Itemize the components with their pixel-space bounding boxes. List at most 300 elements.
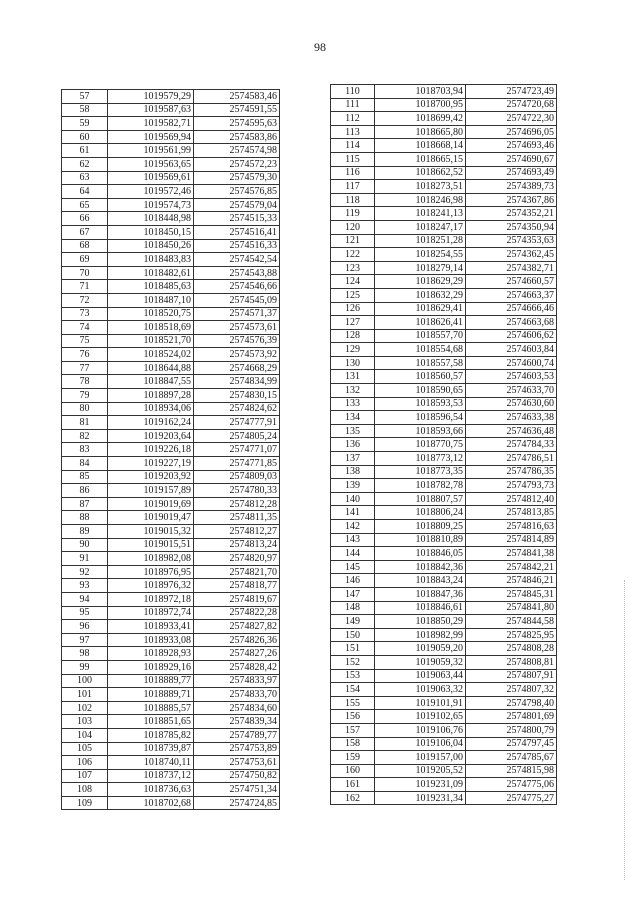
table-row [62, 144, 280, 158]
x-coordinate-cell: 1018934,06 [108, 402, 194, 416]
x-coordinate-cell: 1018976,95 [108, 565, 194, 579]
x-coordinate-cell: 1019101,91 [375, 696, 466, 710]
point-number-cell: 139 [331, 479, 375, 493]
table-row [62, 457, 280, 471]
x-coordinate-cell: 1018668,14 [375, 139, 466, 153]
x-coordinate-cell: 1018554,68 [375, 343, 466, 357]
x-coordinate-cell: 1018254,55 [375, 248, 466, 262]
point-number-cell: 119 [331, 207, 375, 221]
point-number-cell: 58 [62, 103, 108, 117]
table-row [331, 384, 557, 398]
table-row [331, 669, 557, 683]
table-row [331, 424, 557, 438]
table-row [331, 248, 557, 262]
x-coordinate-cell: 1018807,57 [375, 492, 466, 506]
table-row [62, 375, 280, 389]
point-number-cell: 105 [62, 742, 108, 756]
x-coordinate-cell: 1019106,04 [375, 737, 466, 751]
point-number-cell: 141 [331, 506, 375, 520]
y-coordinate-cell: 2574814,89 [466, 533, 557, 547]
y-coordinate-cell: 2574576,85 [194, 185, 280, 199]
table-row [331, 723, 557, 737]
point-number-cell: 59 [62, 117, 108, 131]
table-row [62, 674, 280, 688]
y-coordinate-cell: 2574828,42 [194, 660, 280, 674]
point-number-cell: 146 [331, 574, 375, 588]
x-coordinate-cell: 1018846,05 [375, 547, 466, 561]
y-coordinate-cell: 2574515,33 [194, 212, 280, 226]
table-row [331, 628, 557, 642]
x-coordinate-cell: 1019569,61 [108, 171, 194, 185]
table-row [331, 683, 557, 697]
x-coordinate-cell: 1018809,25 [375, 520, 466, 534]
table-row [331, 587, 557, 601]
point-number-cell: 82 [62, 429, 108, 443]
table-row [62, 728, 280, 742]
y-coordinate-cell: 2574663,37 [466, 288, 557, 302]
x-coordinate-cell: 1018933,41 [108, 620, 194, 634]
y-coordinate-cell: 2574753,89 [194, 742, 280, 756]
y-coordinate-cell: 2574846,21 [466, 574, 557, 588]
point-number-cell: 64 [62, 185, 108, 199]
point-number-cell: 153 [331, 669, 375, 683]
x-coordinate-cell: 1019205,52 [375, 764, 466, 778]
x-coordinate-cell: 1018448,98 [108, 212, 194, 226]
table-row [62, 647, 280, 661]
table-row [62, 633, 280, 647]
point-number-cell: 158 [331, 737, 375, 751]
point-number-cell: 126 [331, 302, 375, 316]
point-number-cell: 134 [331, 411, 375, 425]
x-coordinate-cell: 1018273,51 [375, 180, 466, 194]
table-row [331, 696, 557, 710]
y-coordinate-cell: 2574389,73 [466, 180, 557, 194]
x-coordinate-cell: 1018847,55 [108, 375, 194, 389]
table-row [331, 791, 557, 805]
point-number-cell: 115 [331, 152, 375, 166]
point-number-cell: 145 [331, 560, 375, 574]
table-row [62, 715, 280, 729]
y-coordinate-cell: 2574825,95 [466, 628, 557, 642]
x-coordinate-cell: 1018737,12 [108, 769, 194, 783]
y-coordinate-cell: 2574668,29 [194, 361, 280, 375]
point-number-cell: 86 [62, 484, 108, 498]
table-row [331, 166, 557, 180]
point-number-cell: 110 [331, 85, 375, 99]
table-row [331, 85, 557, 99]
x-coordinate-cell: 1018982,99 [375, 628, 466, 642]
table-row [62, 239, 280, 253]
table-row [62, 334, 280, 348]
point-number-cell: 101 [62, 688, 108, 702]
table-row [331, 220, 557, 234]
table-row [331, 520, 557, 534]
y-coordinate-cell: 2574805,24 [194, 429, 280, 443]
point-number-cell: 157 [331, 723, 375, 737]
y-coordinate-cell: 2574777,91 [194, 416, 280, 430]
y-coordinate-cell: 2574775,27 [466, 791, 557, 805]
y-coordinate-cell: 2574789,77 [194, 728, 280, 742]
x-coordinate-cell: 1019019,47 [108, 511, 194, 525]
table-row [331, 343, 557, 357]
table-row [331, 710, 557, 724]
point-number-cell: 62 [62, 157, 108, 171]
y-coordinate-cell: 2574633,70 [466, 384, 557, 398]
y-coordinate-cell: 2574826,36 [194, 633, 280, 647]
y-coordinate-cell: 2574808,81 [466, 655, 557, 669]
y-coordinate-cell: 2574723,49 [466, 85, 557, 99]
point-number-cell: 149 [331, 615, 375, 629]
x-coordinate-cell: 1018662,52 [375, 166, 466, 180]
y-coordinate-cell: 2574367,86 [466, 193, 557, 207]
y-coordinate-cell: 2574546,66 [194, 280, 280, 294]
y-coordinate-cell: 2574516,41 [194, 225, 280, 239]
point-number-cell: 114 [331, 139, 375, 153]
table-row [62, 688, 280, 702]
y-coordinate-cell: 2574630,60 [466, 397, 557, 411]
point-number-cell: 68 [62, 239, 108, 253]
x-coordinate-cell: 1019582,71 [108, 117, 194, 131]
table-row [331, 411, 557, 425]
point-number-cell: 71 [62, 280, 108, 294]
table-row [331, 288, 557, 302]
table-row [331, 601, 557, 615]
x-coordinate-cell: 1018251,28 [375, 234, 466, 248]
y-coordinate-cell: 2574603,53 [466, 370, 557, 384]
y-coordinate-cell: 2574833,70 [194, 688, 280, 702]
y-coordinate-cell: 2574666,46 [466, 302, 557, 316]
table-row [62, 756, 280, 770]
table-row [62, 212, 280, 226]
y-coordinate-cell: 2574600,74 [466, 356, 557, 370]
point-number-cell: 123 [331, 261, 375, 275]
point-number-cell: 98 [62, 647, 108, 661]
point-number-cell: 85 [62, 470, 108, 484]
x-coordinate-cell: 1019063,32 [375, 683, 466, 697]
x-coordinate-cell: 1018850,29 [375, 615, 466, 629]
point-number-cell: 107 [62, 769, 108, 783]
y-coordinate-cell: 2574574,98 [194, 144, 280, 158]
y-coordinate-cell: 2574633,38 [466, 411, 557, 425]
point-number-cell: 102 [62, 701, 108, 715]
x-coordinate-cell: 1018629,29 [375, 275, 466, 289]
coordinates-table-left [61, 89, 280, 810]
point-number-cell: 118 [331, 193, 375, 207]
table-row [331, 547, 557, 561]
x-coordinate-cell: 1018739,87 [108, 742, 194, 756]
point-number-cell: 156 [331, 710, 375, 724]
table-row [331, 370, 557, 384]
table-row [62, 389, 280, 403]
table-row [62, 497, 280, 511]
y-coordinate-cell: 2574771,07 [194, 443, 280, 457]
page-number: 98 [314, 40, 326, 54]
table-row [331, 560, 557, 574]
y-coordinate-cell: 2574844,58 [466, 615, 557, 629]
x-coordinate-cell: 1018483,83 [108, 253, 194, 267]
y-coordinate-cell: 2574516,33 [194, 239, 280, 253]
y-coordinate-cell: 2574818,77 [194, 579, 280, 593]
y-coordinate-cell: 2574362,45 [466, 248, 557, 262]
y-coordinate-cell: 2574785,67 [466, 751, 557, 765]
x-coordinate-cell: 1018889,71 [108, 688, 194, 702]
table-row [331, 615, 557, 629]
y-coordinate-cell: 2574353,63 [466, 234, 557, 248]
table-row [62, 742, 280, 756]
y-coordinate-cell: 2574751,34 [194, 783, 280, 797]
table-row [62, 103, 280, 117]
point-number-cell: 109 [62, 796, 108, 810]
y-coordinate-cell: 2574808,28 [466, 642, 557, 656]
x-coordinate-cell: 1018933,08 [108, 633, 194, 647]
point-number-cell: 80 [62, 402, 108, 416]
x-coordinate-cell: 1018524,02 [108, 348, 194, 362]
x-coordinate-cell: 1018842,36 [375, 560, 466, 574]
y-coordinate-cell: 2574845,31 [466, 587, 557, 601]
table-row [331, 465, 557, 479]
y-coordinate-cell: 2574841,80 [466, 601, 557, 615]
x-coordinate-cell: 1019102,65 [375, 710, 466, 724]
point-number-cell: 60 [62, 130, 108, 144]
y-coordinate-cell: 2574591,55 [194, 103, 280, 117]
table-row [331, 261, 557, 275]
point-number-cell: 96 [62, 620, 108, 634]
table-row [62, 321, 280, 335]
point-number-cell: 69 [62, 253, 108, 267]
table-row [62, 90, 280, 104]
y-coordinate-cell: 2574753,61 [194, 756, 280, 770]
table-row [62, 796, 280, 810]
table-row [331, 329, 557, 343]
point-number-cell: 155 [331, 696, 375, 710]
point-number-cell: 61 [62, 144, 108, 158]
y-coordinate-cell: 2574830,15 [194, 389, 280, 403]
x-coordinate-cell: 1019572,46 [108, 185, 194, 199]
x-coordinate-cell: 1019231,09 [375, 778, 466, 792]
y-coordinate-cell: 2574595,63 [194, 117, 280, 131]
y-coordinate-cell: 2574583,86 [194, 130, 280, 144]
x-coordinate-cell: 1018520,75 [108, 307, 194, 321]
x-coordinate-cell: 1018982,08 [108, 552, 194, 566]
x-coordinate-cell: 1018810,89 [375, 533, 466, 547]
x-coordinate-cell: 1019579,29 [108, 90, 194, 104]
table-row [331, 98, 557, 112]
y-coordinate-cell: 2574572,23 [194, 157, 280, 171]
table-row [62, 293, 280, 307]
table-row [62, 416, 280, 430]
table-row [62, 538, 280, 552]
x-coordinate-cell: 1019227,19 [108, 457, 194, 471]
point-number-cell: 125 [331, 288, 375, 302]
table-row [62, 620, 280, 634]
point-number-cell: 66 [62, 212, 108, 226]
y-coordinate-cell: 2574636,48 [466, 424, 557, 438]
table-row [62, 470, 280, 484]
x-coordinate-cell: 1018740,11 [108, 756, 194, 770]
x-coordinate-cell: 1019157,89 [108, 484, 194, 498]
y-coordinate-cell: 2574576,39 [194, 334, 280, 348]
table-row [62, 701, 280, 715]
point-number-cell: 100 [62, 674, 108, 688]
y-coordinate-cell: 2574573,92 [194, 348, 280, 362]
point-number-cell: 133 [331, 397, 375, 411]
x-coordinate-cell: 1018596,54 [375, 411, 466, 425]
x-coordinate-cell: 1018241,13 [375, 207, 466, 221]
table-row [331, 397, 557, 411]
y-coordinate-cell: 2574786,35 [466, 465, 557, 479]
y-coordinate-cell: 2574812,27 [194, 525, 280, 539]
table-row [331, 234, 557, 248]
point-number-cell: 159 [331, 751, 375, 765]
y-coordinate-cell: 2574827,82 [194, 620, 280, 634]
x-coordinate-cell: 1018806,24 [375, 506, 466, 520]
point-number-cell: 122 [331, 248, 375, 262]
y-coordinate-cell: 2574663,68 [466, 316, 557, 330]
table-row [62, 769, 280, 783]
x-coordinate-cell: 1019569,94 [108, 130, 194, 144]
point-number-cell: 75 [62, 334, 108, 348]
point-number-cell: 103 [62, 715, 108, 729]
x-coordinate-cell: 1019015,51 [108, 538, 194, 552]
table-row [331, 125, 557, 139]
y-coordinate-cell: 2574571,37 [194, 307, 280, 321]
x-coordinate-cell: 1018626,41 [375, 316, 466, 330]
y-coordinate-cell: 2574696,05 [466, 125, 557, 139]
table-row [62, 429, 280, 443]
x-coordinate-cell: 1018972,74 [108, 606, 194, 620]
y-coordinate-cell: 2574780,33 [194, 484, 280, 498]
table-row [331, 356, 557, 370]
point-number-cell: 84 [62, 457, 108, 471]
x-coordinate-cell: 1018644,88 [108, 361, 194, 375]
table-row [62, 592, 280, 606]
point-number-cell: 112 [331, 112, 375, 126]
table-row [331, 751, 557, 765]
point-number-cell: 87 [62, 497, 108, 511]
y-coordinate-cell: 2574827,26 [194, 647, 280, 661]
y-coordinate-cell: 2574693,46 [466, 139, 557, 153]
x-coordinate-cell: 1018560,57 [375, 370, 466, 384]
y-coordinate-cell: 2574839,34 [194, 715, 280, 729]
x-coordinate-cell: 1018897,28 [108, 389, 194, 403]
y-coordinate-cell: 2574606,62 [466, 329, 557, 343]
point-number-cell: 81 [62, 416, 108, 430]
table-row [62, 348, 280, 362]
y-coordinate-cell: 2574801,69 [466, 710, 557, 724]
table-row [62, 402, 280, 416]
table-row [331, 533, 557, 547]
y-coordinate-cell: 2574807,91 [466, 669, 557, 683]
y-coordinate-cell: 2574793,73 [466, 479, 557, 493]
y-coordinate-cell: 2574724,85 [194, 796, 280, 810]
table-row [62, 565, 280, 579]
y-coordinate-cell: 2574821,70 [194, 565, 280, 579]
point-number-cell: 151 [331, 642, 375, 656]
y-coordinate-cell: 2574811,35 [194, 511, 280, 525]
table-row [62, 225, 280, 239]
x-coordinate-cell: 1019162,24 [108, 416, 194, 430]
point-number-cell: 78 [62, 375, 108, 389]
point-number-cell: 106 [62, 756, 108, 770]
y-coordinate-cell: 2574775,06 [466, 778, 557, 792]
table-row [331, 655, 557, 669]
y-coordinate-cell: 2574543,88 [194, 266, 280, 280]
point-number-cell: 93 [62, 579, 108, 593]
point-number-cell: 83 [62, 443, 108, 457]
y-coordinate-cell: 2574583,46 [194, 90, 280, 104]
x-coordinate-cell: 1019059,32 [375, 655, 466, 669]
table-row [331, 479, 557, 493]
point-number-cell: 147 [331, 587, 375, 601]
point-number-cell: 142 [331, 520, 375, 534]
y-coordinate-cell: 2574824,62 [194, 402, 280, 416]
point-number-cell: 94 [62, 592, 108, 606]
x-coordinate-cell: 1018482,61 [108, 266, 194, 280]
x-coordinate-cell: 1018976,32 [108, 579, 194, 593]
x-coordinate-cell: 1018450,26 [108, 239, 194, 253]
x-coordinate-cell: 1018885,57 [108, 701, 194, 715]
point-number-cell: 127 [331, 316, 375, 330]
point-number-cell: 92 [62, 565, 108, 579]
table-row [62, 606, 280, 620]
table-row [331, 139, 557, 153]
y-coordinate-cell: 2574842,21 [466, 560, 557, 574]
point-number-cell: 150 [331, 628, 375, 642]
x-coordinate-cell: 1019015,32 [108, 525, 194, 539]
point-number-cell: 143 [331, 533, 375, 547]
point-number-cell: 128 [331, 329, 375, 343]
y-coordinate-cell: 2574812,40 [466, 492, 557, 506]
y-coordinate-cell: 2574813,85 [466, 506, 557, 520]
table-row [331, 778, 557, 792]
table-row [331, 302, 557, 316]
x-coordinate-cell: 1018450,15 [108, 225, 194, 239]
x-coordinate-cell: 1018847,36 [375, 587, 466, 601]
y-coordinate-cell: 2574720,68 [466, 98, 557, 112]
y-coordinate-cell: 2574771,85 [194, 457, 280, 471]
point-number-cell: 136 [331, 438, 375, 452]
x-coordinate-cell: 1019226,18 [108, 443, 194, 457]
point-number-cell: 111 [331, 98, 375, 112]
x-coordinate-cell: 1018279,14 [375, 261, 466, 275]
table-row [331, 112, 557, 126]
point-number-cell: 116 [331, 166, 375, 180]
point-number-cell: 154 [331, 683, 375, 697]
point-number-cell: 74 [62, 321, 108, 335]
y-coordinate-cell: 2574820,97 [194, 552, 280, 566]
y-coordinate-cell: 2574786,51 [466, 452, 557, 466]
y-coordinate-cell: 2574834,60 [194, 701, 280, 715]
point-number-cell: 148 [331, 601, 375, 615]
table-row [62, 552, 280, 566]
x-coordinate-cell: 1019231,34 [375, 791, 466, 805]
y-coordinate-cell: 2574784,33 [466, 438, 557, 452]
table-row [62, 525, 280, 539]
point-number-cell: 90 [62, 538, 108, 552]
y-coordinate-cell: 2574841,38 [466, 547, 557, 561]
point-number-cell: 88 [62, 511, 108, 525]
point-number-cell: 137 [331, 452, 375, 466]
point-number-cell: 99 [62, 660, 108, 674]
point-number-cell: 138 [331, 465, 375, 479]
x-coordinate-cell: 1018629,41 [375, 302, 466, 316]
x-coordinate-cell: 1018487,10 [108, 293, 194, 307]
table-row [62, 511, 280, 525]
x-coordinate-cell: 1018846,61 [375, 601, 466, 615]
point-number-cell: 89 [62, 525, 108, 539]
point-number-cell: 140 [331, 492, 375, 506]
x-coordinate-cell: 1018851,65 [108, 715, 194, 729]
